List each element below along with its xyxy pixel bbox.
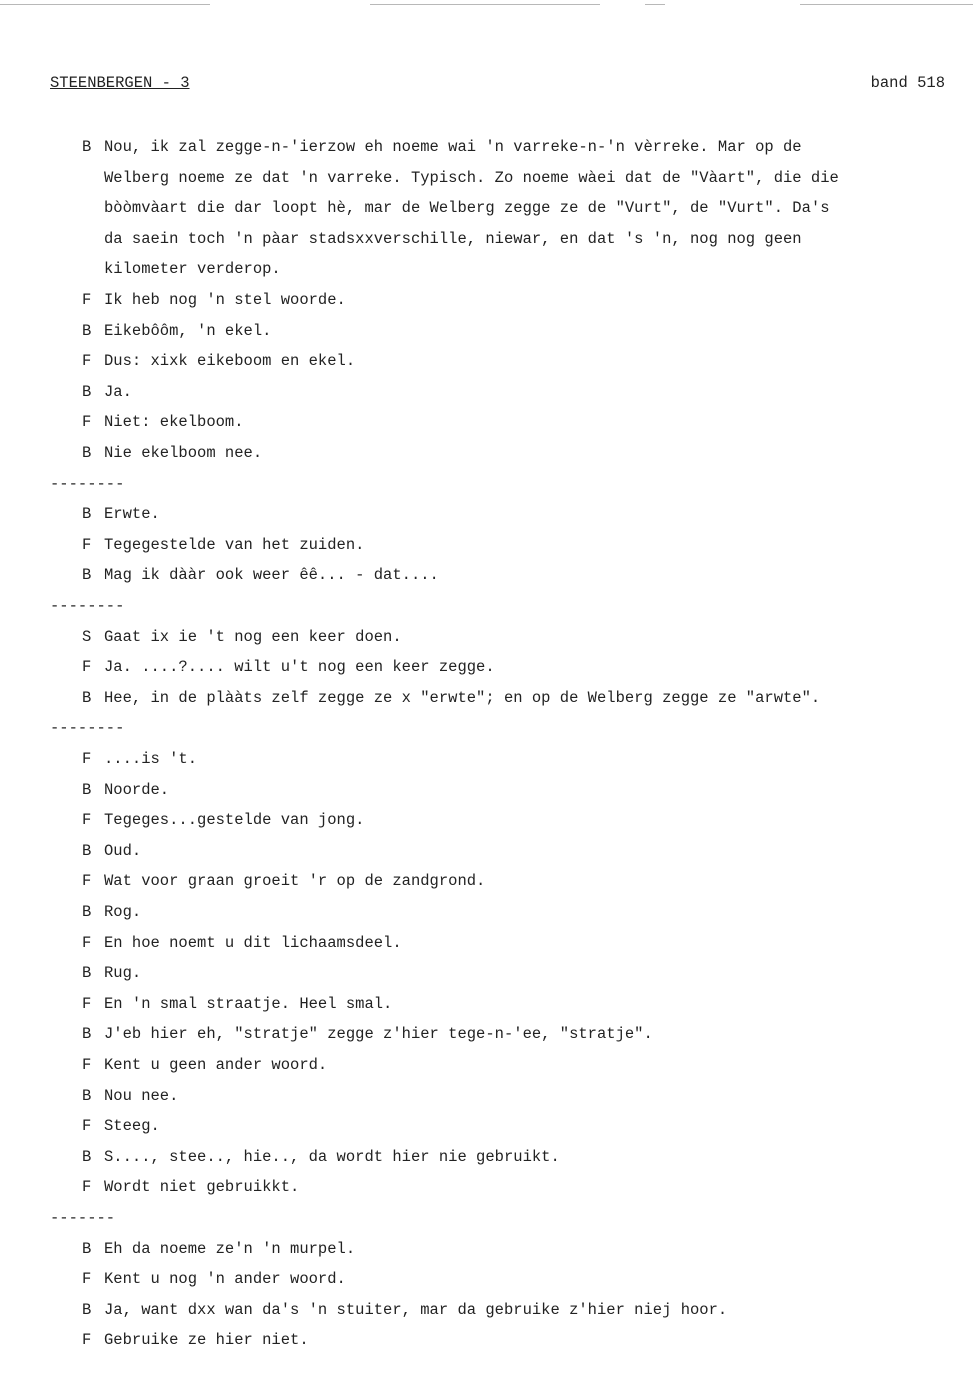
- utterance-text: Kent u nog 'n ander woord.: [104, 1270, 346, 1289]
- speaker-label: F: [82, 1270, 92, 1289]
- utterance-text: Ja.: [104, 382, 132, 401]
- speaker-label: B: [82, 1147, 92, 1166]
- speaker-label: B: [82, 138, 92, 156]
- speaker-label: F: [82, 1056, 92, 1074]
- utterance-text: Nou, ik zal zegge-n-'ierzow eh noeme wai 'n varreke-n-'n vèrreke. Mar op de: [104, 138, 802, 156]
- utterance-text: S...., stee.., hie.., da wordt hier nie gebruikt.: [104, 1147, 560, 1166]
- speaker-label: B: [82, 1086, 92, 1105]
- utterance-text: En hoe noemt u dit lichaamsdeel.: [104, 933, 402, 952]
- utterance-text: Eikebôôm, 'n ekel.: [104, 321, 272, 340]
- utterance-text: Eh da noeme ze'n 'n murpel.: [104, 1239, 356, 1258]
- tape-number: band 518: [870, 74, 945, 92]
- speaker-label: B: [82, 444, 92, 462]
- speaker-label: F: [82, 352, 92, 371]
- utterance-text: Gebruike ze hier niet.: [104, 1331, 309, 1350]
- utterance-text: ....is 't.: [104, 750, 198, 768]
- speaker-label: F: [82, 1331, 92, 1350]
- speaker-label: F: [82, 1178, 92, 1197]
- utterance-text: Wat voor graan groeit 'r op de zandgrond.: [104, 872, 486, 891]
- utterance-text: Rog.: [104, 903, 142, 921]
- utterance-text: Tegeges...gestelde van jong.: [104, 811, 365, 830]
- utterance-text: kilometer verderop.: [104, 260, 281, 279]
- utterance-text: Oud.: [104, 841, 142, 860]
- utterance-text: Rug.: [104, 964, 142, 983]
- utterance-text: Tegegestelde van het zuiden.: [104, 535, 365, 554]
- utterance-text: bòòmvàart die dar loopt hè, mar de Welberg zegge ze de "Vurt", de "Vurt". Da's: [104, 199, 830, 218]
- speaker-label: F: [82, 291, 92, 309]
- scan-edge-line-far-right: [800, 4, 973, 5]
- utterance-text: Ik heb nog 'n stel woorde.: [104, 291, 346, 309]
- speaker-label: F: [82, 994, 92, 1013]
- speaker-label: B: [82, 841, 92, 860]
- speaker-label: B: [82, 688, 92, 707]
- speaker-label: B: [82, 964, 92, 983]
- speaker-label: B: [82, 1239, 92, 1258]
- utterance-text: Wordt niet gebruikkt.: [104, 1178, 300, 1197]
- speaker-label: F: [82, 535, 92, 554]
- utterance-text: Hee, in de plààts zelf zegge ze x "erwte"; en op de Welberg zegge ze "arwte".: [104, 688, 821, 707]
- speaker-label: F: [82, 1117, 92, 1136]
- speaker-label: F: [82, 750, 92, 768]
- utterance-text: En 'n smal straatje. Heel smal.: [104, 994, 393, 1013]
- speaker-label: B: [82, 1025, 92, 1044]
- speaker-label: F: [82, 872, 92, 891]
- utterance-text: Welberg noeme ze dat 'n varreke. Typisch. Zo noeme wàei dat de "Vàart", die die: [104, 168, 839, 187]
- utterance-text: Dus: xixk eikeboom en ekel.: [104, 352, 356, 371]
- utterance-text: Noorde.: [104, 780, 170, 799]
- utterance-text: Mag ik dààr ook weer êê... - dat....: [104, 566, 439, 585]
- speaker-label: F: [82, 413, 92, 432]
- utterance-text: Erwte.: [104, 505, 160, 524]
- separator-dashes: --------: [50, 719, 125, 738]
- speaker-label: F: [82, 658, 92, 677]
- utterance-text: Gaat ix ie 't nog een keer doen.: [104, 627, 402, 646]
- speaker-label: B: [82, 566, 92, 585]
- utterance-text: Niet: ekelboom.: [104, 413, 244, 432]
- utterance-text: J'eb hier eh, "stratje" zegge z'hier tege-n-'ee, "stratje".: [104, 1025, 653, 1044]
- utterance-text: Kent u geen ander woord.: [104, 1056, 328, 1074]
- scan-edge-line-left: [0, 4, 210, 5]
- scan-edge-line-middle: [370, 4, 600, 5]
- speaker-label: B: [82, 780, 92, 799]
- speaker-label: B: [82, 382, 92, 401]
- speaker-label: B: [82, 1300, 92, 1319]
- separator-dashes: --------: [50, 474, 125, 493]
- utterance-text: Nie ekelboom nee.: [104, 444, 263, 462]
- speaker-label: F: [82, 811, 92, 830]
- separator-dashes: --------: [50, 597, 125, 615]
- separator-dashes: -------: [50, 1209, 116, 1227]
- speaker-label: S: [82, 627, 92, 646]
- speaker-label: B: [82, 321, 92, 340]
- utterance-text: da saein toch 'n pàar stadsxxverschille, niewar, en dat 's 'n, nog nog geen: [104, 229, 802, 248]
- speaker-label: B: [82, 505, 92, 524]
- utterance-text: Ja, want dxx wan da's 'n stuiter, mar da gebruike z'hier niej hoor.: [104, 1300, 728, 1319]
- speaker-label: F: [82, 933, 92, 952]
- utterance-text: Ja. ....?.... wilt u't nog een keer zegge.: [104, 658, 495, 677]
- utterance-text: Steeg.: [104, 1117, 160, 1136]
- speaker-label: B: [82, 903, 92, 921]
- scan-edge-line-right: [645, 4, 665, 5]
- document-title: STEENBERGEN - 3: [50, 74, 190, 92]
- utterance-text: Nou nee.: [104, 1086, 179, 1105]
- page-header: [50, 74, 945, 98]
